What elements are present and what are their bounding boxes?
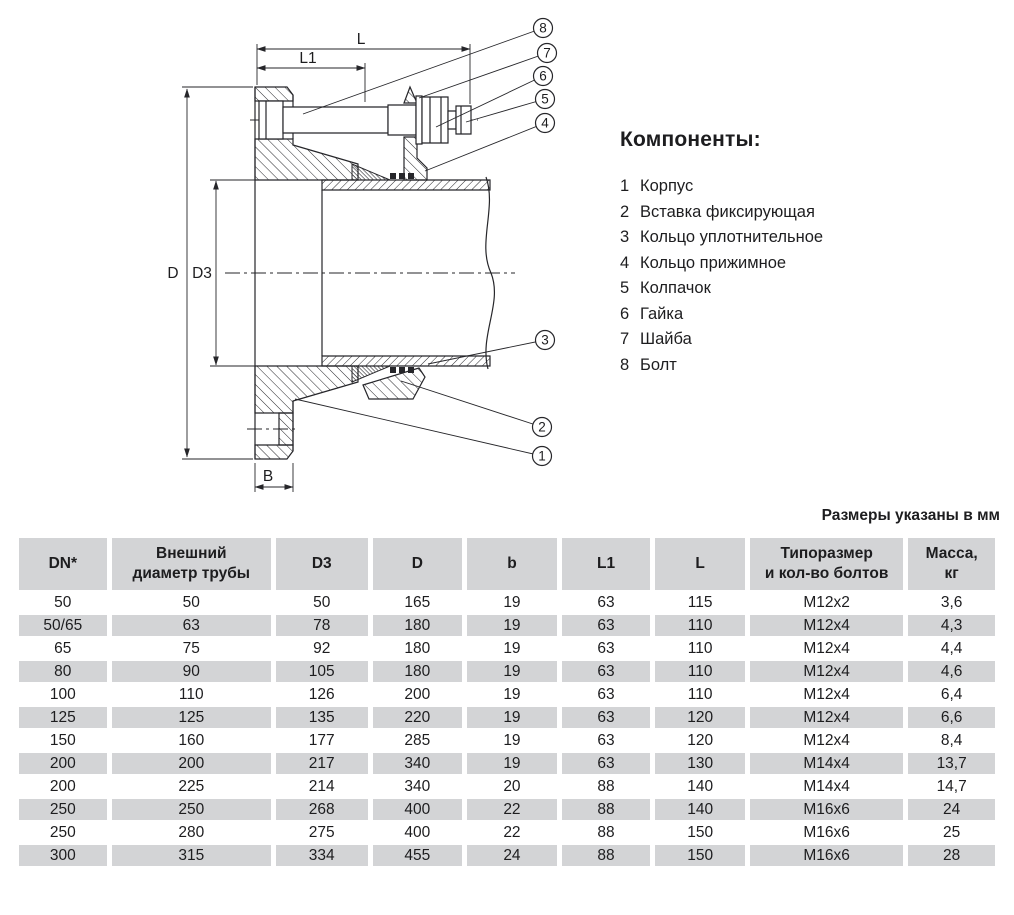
table-cell: 13,7	[908, 753, 995, 774]
table-cell: M12x4	[750, 684, 903, 705]
table-cell: 50	[112, 592, 271, 613]
table-cell: 214	[276, 776, 368, 797]
table-cell: 63	[562, 753, 651, 774]
table-cell: 6,4	[908, 684, 995, 705]
label-L1: L1	[299, 50, 317, 67]
table-cell: 50	[19, 592, 107, 613]
dimensions-table	[14, 536, 1000, 868]
flange-adapter-drawing	[0, 0, 620, 505]
table-cell: 6,6	[908, 707, 995, 728]
table-row	[19, 684, 995, 705]
table-cell: M14x4	[750, 776, 903, 797]
table-cell: M16x6	[750, 822, 903, 843]
table-cell: 63	[562, 684, 651, 705]
table-cell: 160	[112, 730, 271, 751]
table-cell: M12x2	[750, 592, 903, 613]
table-cell: 150	[655, 822, 745, 843]
table-cell: 110	[112, 684, 271, 705]
table-cell: 19	[467, 638, 557, 659]
table-header-row	[19, 538, 995, 590]
table-row	[19, 730, 995, 751]
component-number: 8	[620, 355, 630, 374]
table-cell: 50	[276, 592, 368, 613]
table-cell: 200	[373, 684, 463, 705]
bolt-thread-end	[448, 111, 456, 129]
flange-plate-bottom-tip	[255, 445, 293, 459]
table-row	[19, 592, 995, 613]
component-number: 1	[620, 177, 630, 195]
label-D: D	[167, 265, 179, 282]
table-cell: 92	[276, 638, 368, 659]
component-item-2	[620, 200, 823, 226]
table-cell: 4,6	[908, 661, 995, 682]
component-name: Кольцо прижимное	[640, 253, 787, 272]
component-name: Шайба	[640, 330, 692, 348]
table-cell: 63	[112, 615, 271, 636]
component-name: Кольцо уплотнительное	[640, 228, 824, 246]
callout-4: 4	[541, 115, 549, 131]
table-cell: 19	[467, 684, 557, 705]
table-cell: 400	[373, 822, 463, 843]
table-cell: 275	[276, 822, 368, 843]
table-cell: 165	[373, 592, 463, 613]
table-cell: 150	[19, 730, 107, 751]
table-cell: M12x4	[750, 638, 903, 659]
component-number: 3	[620, 228, 630, 246]
table-cell: 63	[562, 638, 651, 659]
table-cell: 280	[112, 822, 271, 843]
table-cell: 110	[655, 615, 745, 636]
table-cell: 88	[562, 845, 651, 866]
callout-8: 8	[539, 20, 547, 36]
table-cell: 50/65	[19, 615, 107, 636]
table-cell: 28	[908, 845, 995, 866]
table-cell: 250	[112, 799, 271, 820]
body-cone-top	[255, 139, 358, 180]
column-header: Масса, кг	[908, 538, 995, 590]
table-cell: 22	[467, 799, 557, 820]
bolt-shoulder	[388, 105, 416, 135]
component-number: 5	[620, 279, 630, 297]
component-item-5	[620, 276, 823, 302]
table-cell: 100	[19, 684, 107, 705]
table-cell: 110	[655, 661, 745, 682]
table-cell: 19	[467, 707, 557, 728]
table-cell: 3,6	[908, 592, 995, 613]
components-list	[620, 174, 823, 378]
table-cell: 400	[373, 799, 463, 820]
table-cell: 20	[467, 776, 557, 797]
component-item-3	[620, 225, 823, 251]
body-cone-bottom	[255, 366, 358, 413]
table-row	[19, 822, 995, 843]
washer	[416, 96, 422, 144]
table-cell: 90	[112, 661, 271, 682]
table-cell: 125	[112, 707, 271, 728]
table-cell: 300	[19, 845, 107, 866]
table-cell: 125	[19, 707, 107, 728]
table-cell: 75	[112, 638, 271, 659]
column-header: DN*	[19, 538, 107, 590]
table-cell: 4,3	[908, 615, 995, 636]
table-row	[19, 661, 995, 682]
table-cell: 250	[19, 799, 107, 820]
component-name: Болт	[640, 355, 677, 374]
component-number: 2	[620, 202, 630, 221]
gland-peak-top	[404, 87, 417, 103]
table-cell: 19	[467, 592, 557, 613]
table-cell: 80	[19, 661, 107, 682]
label-B: B	[262, 468, 274, 485]
table-cell: 4,4	[908, 638, 995, 659]
table-cell: 455	[373, 845, 463, 866]
component-item-7	[620, 327, 823, 353]
column-header: D3	[276, 538, 368, 590]
table-cell: M12x4	[750, 615, 903, 636]
table-row	[19, 845, 995, 866]
table-row	[19, 799, 995, 820]
callout-numbers	[538, 21, 551, 464]
component-name: Вставка фиксирующая	[640, 202, 815, 221]
bolt-assembly	[259, 96, 471, 144]
flange-plate-top	[255, 87, 293, 101]
callout-leaders	[295, 28, 547, 456]
callout-5: 5	[541, 91, 549, 107]
units-note: Размеры указаны в мм	[821, 507, 1000, 524]
table-cell: 220	[373, 707, 463, 728]
component-name: Гайка	[640, 304, 684, 323]
table-cell: 115	[655, 592, 745, 613]
component-number: 6	[620, 304, 630, 323]
table-cell: 340	[373, 776, 463, 797]
table-cell: 285	[373, 730, 463, 751]
column-header: L	[655, 538, 745, 590]
label-L: L	[356, 31, 366, 48]
flange-plate-bottom-boss	[279, 413, 293, 445]
table-cell: 120	[655, 707, 745, 728]
components-legend	[620, 128, 823, 378]
table-cell: 78	[276, 615, 368, 636]
table-cell: M12x4	[750, 707, 903, 728]
column-header: Типоразмер и кол-во болтов	[750, 538, 903, 590]
table-cell: 250	[19, 822, 107, 843]
table-cell: 88	[562, 799, 651, 820]
column-header: D	[373, 538, 463, 590]
table-cell: 14,7	[908, 776, 995, 797]
table-cell: 268	[276, 799, 368, 820]
table-cell: 120	[655, 730, 745, 751]
component-item-6	[620, 302, 823, 328]
table-cell: 315	[112, 845, 271, 866]
table-cell: 110	[655, 638, 745, 659]
table-cell: 65	[19, 638, 107, 659]
table-cell: 177	[276, 730, 368, 751]
table-cell: 63	[562, 615, 651, 636]
callout-1: 1	[538, 448, 546, 464]
component-number: 7	[620, 330, 630, 348]
table-cell: 63	[562, 707, 651, 728]
table-cell: M12x4	[750, 661, 903, 682]
table-cell: M16x6	[750, 845, 903, 866]
table-cell: 88	[562, 822, 651, 843]
table-cell: 24	[467, 845, 557, 866]
table-cell: 63	[562, 730, 651, 751]
table-cell: 24	[908, 799, 995, 820]
table-cell: 140	[655, 776, 745, 797]
component-item-8	[620, 353, 823, 379]
table-cell: 110	[655, 684, 745, 705]
component-item-4	[620, 251, 823, 277]
components-title: Компоненты:	[620, 128, 761, 151]
table-cell: 8,4	[908, 730, 995, 751]
seal-top	[352, 164, 390, 180]
component-name: Колпачок	[640, 279, 711, 297]
table-cell: M14x4	[750, 753, 903, 774]
table-cell: 63	[562, 592, 651, 613]
component-item-1	[620, 174, 823, 200]
pipe-wall-top	[322, 180, 490, 190]
table-cell: 130	[655, 753, 745, 774]
table-cell: 340	[373, 753, 463, 774]
table-cell: 200	[19, 753, 107, 774]
table-cell: 180	[373, 638, 463, 659]
callout-6: 6	[539, 68, 547, 84]
table-cell: 19	[467, 730, 557, 751]
bolt-head	[259, 101, 283, 139]
table-cell: 334	[276, 845, 368, 866]
table-row	[19, 776, 995, 797]
table-cell: 200	[112, 753, 271, 774]
cap	[456, 106, 471, 134]
nut	[422, 97, 448, 143]
callout-2: 2	[538, 419, 546, 435]
callout-circles	[533, 19, 557, 466]
callout-3: 3	[541, 332, 549, 348]
table-row	[19, 753, 995, 774]
table-cell: 180	[373, 661, 463, 682]
table-cell: 140	[655, 799, 745, 820]
table-row	[19, 707, 995, 728]
table-row	[19, 638, 995, 659]
table-cell: 19	[467, 753, 557, 774]
table-row	[19, 615, 995, 636]
table-cell: 19	[467, 615, 557, 636]
table-cell: 217	[276, 753, 368, 774]
table-cell: 19	[467, 661, 557, 682]
column-header: b	[467, 538, 557, 590]
table-cell: 25	[908, 822, 995, 843]
table-cell: 63	[562, 661, 651, 682]
table-cell: 105	[276, 661, 368, 682]
table-cell: 135	[276, 707, 368, 728]
table-cell: 126	[276, 684, 368, 705]
table-cell: 88	[562, 776, 651, 797]
table-cell: 180	[373, 615, 463, 636]
column-header: Внешний диаметр трубы	[112, 538, 271, 590]
table-cell: M12x4	[750, 730, 903, 751]
label-D3: D3	[192, 265, 212, 282]
table-cell: 22	[467, 822, 557, 843]
bolt-shaft	[283, 107, 388, 133]
component-name: Корпус	[640, 177, 694, 195]
table-cell: 200	[19, 776, 107, 797]
component-number: 4	[620, 253, 630, 272]
callout-7: 7	[543, 45, 551, 61]
table-cell: M16x6	[750, 799, 903, 820]
column-header: L1	[562, 538, 651, 590]
table-cell: 225	[112, 776, 271, 797]
pipe-wall-bottom	[322, 356, 490, 366]
table-cell: 150	[655, 845, 745, 866]
